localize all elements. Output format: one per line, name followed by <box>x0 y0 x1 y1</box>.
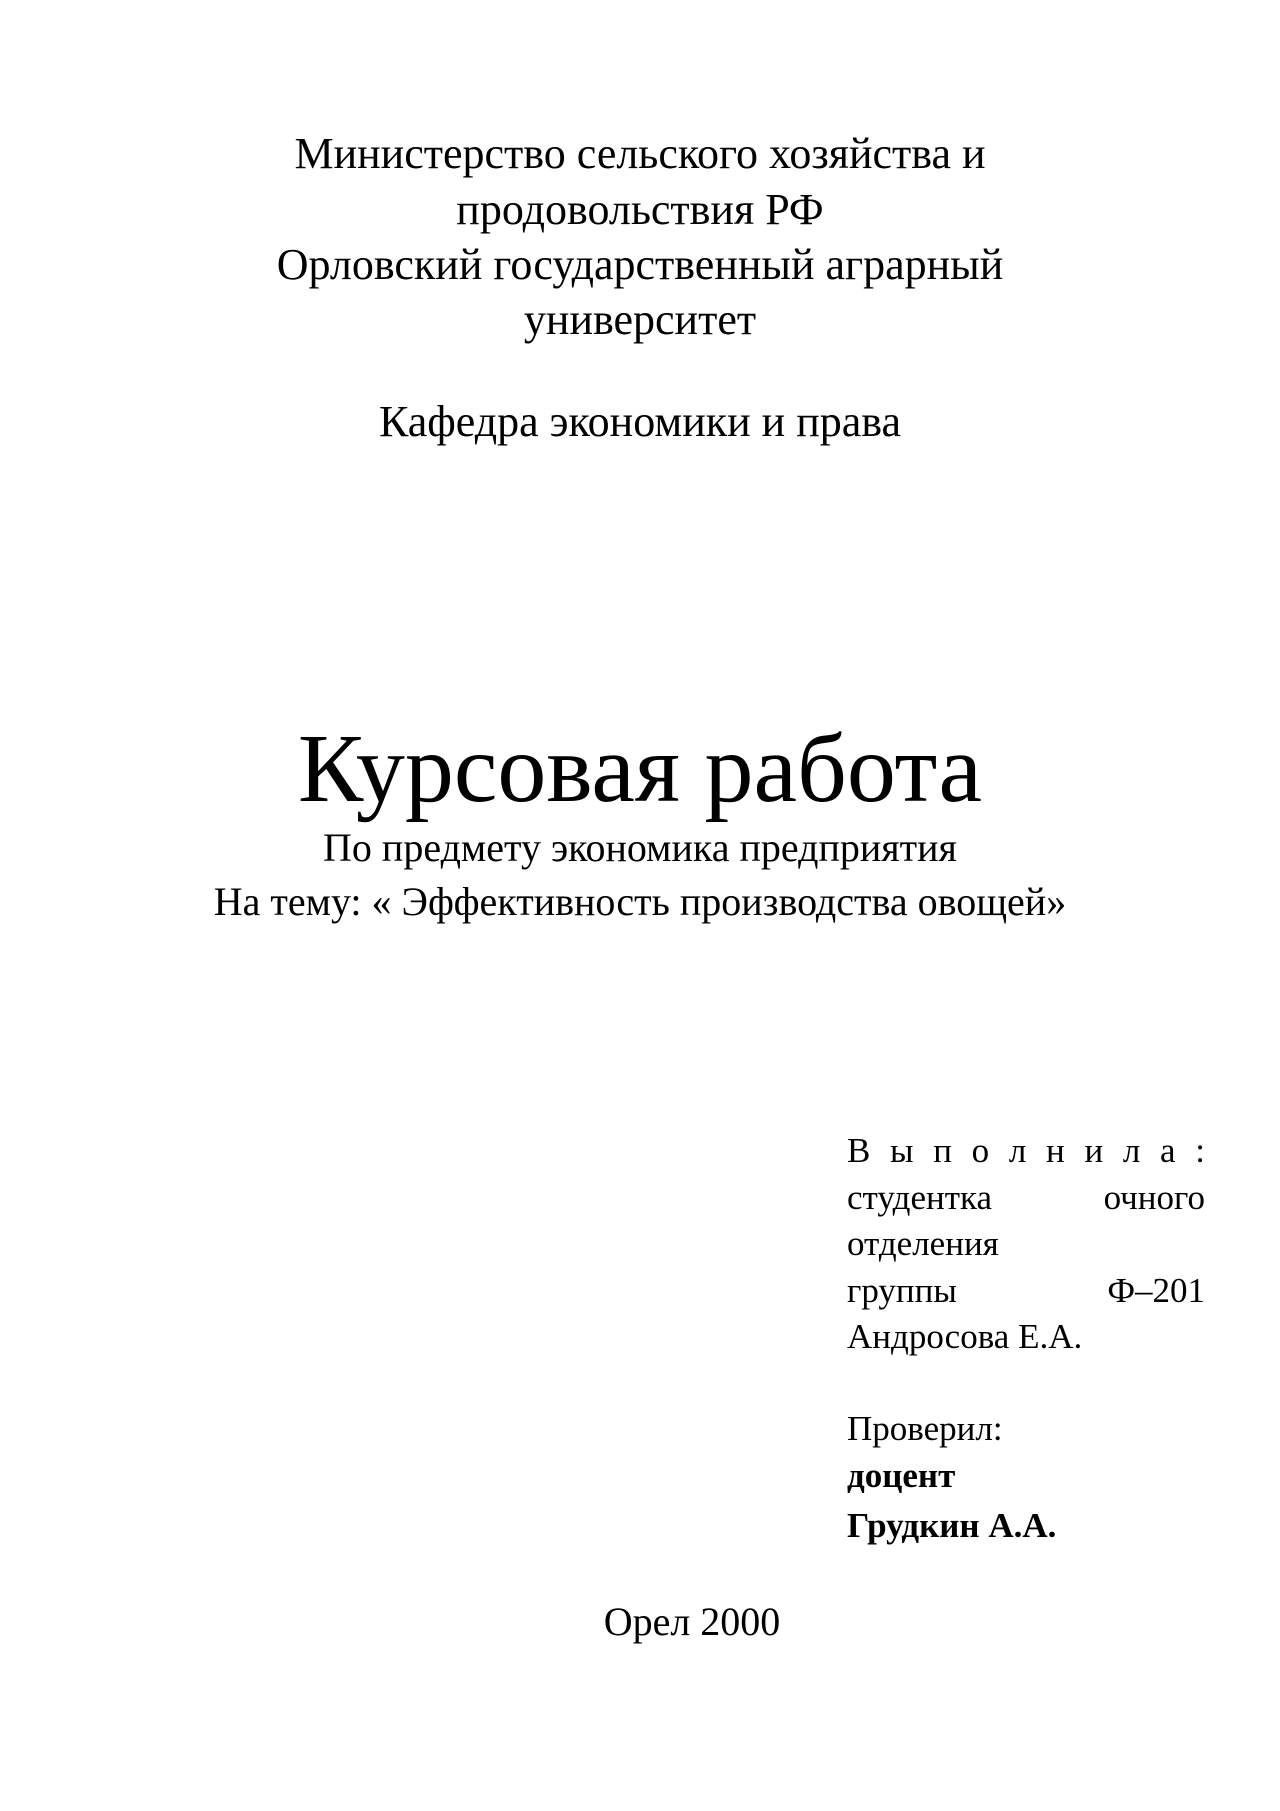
author-label <box>847 1133 1205 1168</box>
author-label-letter: н <box>1046 1131 1065 1170</box>
author-label-letter: : <box>1195 1131 1205 1170</box>
city-year: Орел 2000 <box>603 1599 781 1644</box>
author-student-line <box>847 1180 1205 1215</box>
author-label-letter: В <box>847 1131 871 1170</box>
author-label-letter: л <box>1122 1131 1141 1170</box>
author-form-word: очного <box>1103 1178 1205 1217</box>
author-label-letter: л <box>1008 1131 1027 1170</box>
ministry-line-2: продовольствия РФ <box>456 185 824 234</box>
author-department-line: отделения <box>847 1224 999 1263</box>
author-label-letter: и <box>1084 1131 1104 1170</box>
author-label-letter: ы <box>890 1131 914 1170</box>
author-label-letter: а <box>1160 1131 1176 1170</box>
subject-line: По предмету экономика предприятия <box>323 825 957 870</box>
author-label-letter: п <box>933 1131 952 1170</box>
university-line-1: Орловский государственный аграрный <box>276 240 1004 289</box>
reviewer-position: доцент <box>847 1456 956 1495</box>
author-student-word: студентка <box>847 1178 993 1217</box>
topic-line: На тему: « Эффективность производства овощей» <box>213 879 1067 924</box>
university-line-2: университет <box>523 295 757 344</box>
document-title: Курсовая работа <box>297 715 983 823</box>
author-group-line <box>847 1273 1205 1308</box>
author-group-word: группы <box>847 1271 957 1310</box>
reviewer-label: Проверил: <box>847 1409 1003 1448</box>
reviewer-name: Грудкин А.А. <box>847 1506 1057 1545</box>
author-group-code: Ф–201 <box>1107 1271 1205 1310</box>
author-label-letter: о <box>971 1131 990 1170</box>
ministry-line-1: Министерство сельского хозяйства и <box>294 129 986 178</box>
author-name: Андросова Е.А. <box>847 1317 1083 1356</box>
department-line: Кафедра экономики и права <box>378 397 902 446</box>
